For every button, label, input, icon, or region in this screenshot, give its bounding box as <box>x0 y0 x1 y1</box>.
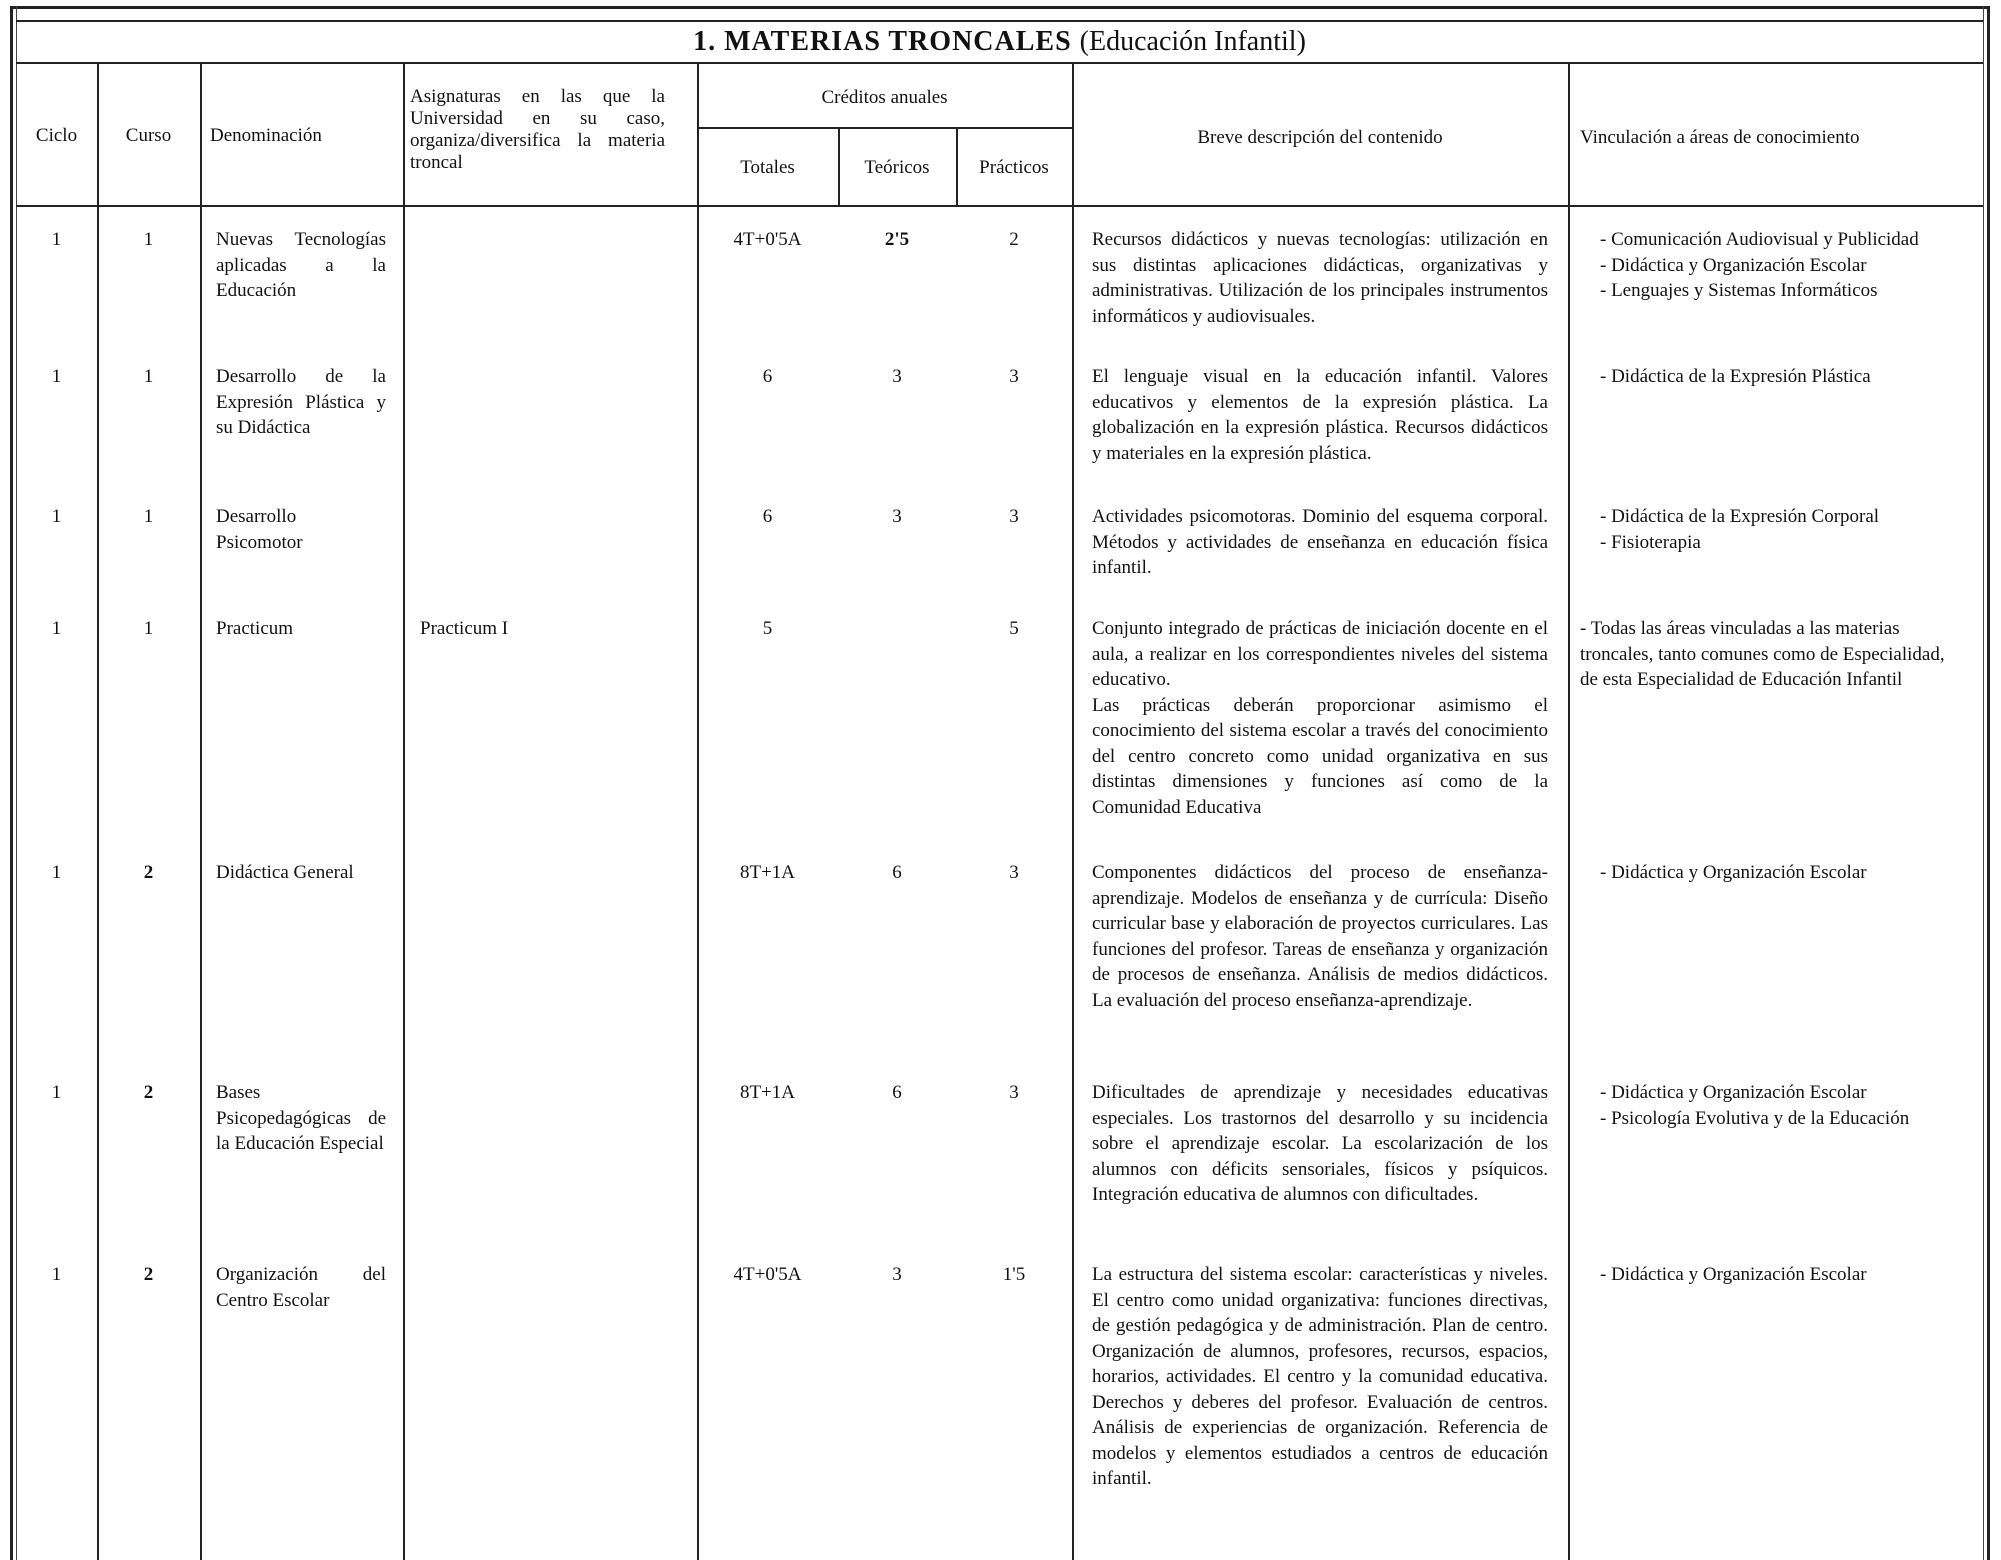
cell-denominacion: Didáctica General <box>216 862 354 883</box>
col-rule-1 <box>97 64 99 1560</box>
cell-denominacion: Practicum <box>216 618 294 639</box>
cell-totales: 8T+1A <box>739 862 796 883</box>
header-vinculacion: Vinculación a áreas de conocimiento <box>1580 127 1860 148</box>
cell-curso: 2 <box>143 1082 154 1103</box>
cell-denominacion: Desarrollo Psicomotor <box>216 506 303 553</box>
vinculacion-item: - Didáctica de la Expresión Corporal <box>1600 506 1880 527</box>
cell-descripcion: El lenguaje visual en la educación infantil. Valores educativos y elementos de la expresión plástica. La globalización en la expresión plástica. Recursos didácticos y materiales en la expresión plástica. <box>1092 366 1548 464</box>
cell-vinculacion <box>1600 227 1980 304</box>
cell-denominacion: Nuevas Tecnologías aplicadas a la Educación <box>216 229 386 301</box>
descripcion-paragraph: Las prácticas deberán proporcionar asimismo el conocimiento del sistema escolar a través del conocimiento del centro concreto como unidad organizativa en sus distintas dimensiones y funciones así como de la Comunidad Educativa <box>1092 694 1548 818</box>
cell-descripcion <box>1092 616 1548 820</box>
col-rule-3 <box>403 64 405 1560</box>
vinculacion-item: - Comunicación Audiovisual y Publicidad <box>1600 229 1919 250</box>
descripcion-paragraph: Conjunto integrado de prácticas de iniciación docente en el aula, a realizar en los correspondientes niveles del sistema educativo. <box>1092 618 1548 690</box>
cell-ciclo: 1 <box>51 229 62 250</box>
cell-vinculacion <box>1600 1262 1980 1288</box>
vinculacion-item: - Didáctica y Organización Escolar <box>1600 1082 1867 1103</box>
vinculacion-item: - Didáctica y Organización Escolar <box>1600 254 1867 276</box>
cell-totales: 4T+0'5A <box>733 1264 802 1285</box>
cell-vinculacion <box>1600 364 1980 390</box>
header-asignaturas: Asignaturas en las que la Universidad en su caso, organiza/diversifica la materia troncal <box>410 86 665 173</box>
col-rule-7 <box>1072 64 1074 1560</box>
cell-ciclo: 1 <box>51 506 62 527</box>
vinculacion-item: - Didáctica y Organización Escolar <box>1600 1264 1867 1285</box>
cell-denominacion: Desarrollo de la Expresión Plástica y su Didáctica <box>216 366 386 438</box>
cell-totales: 5 <box>762 618 773 639</box>
header-practicos: Prácticos <box>979 157 1049 178</box>
col-rule-8 <box>1568 64 1570 1560</box>
header-teoricos: Teóricos <box>864 157 930 178</box>
table-title <box>16 20 1983 64</box>
cell-practicos: 3 <box>1009 1082 1019 1103</box>
cell-teoricos: 2'5 <box>884 229 910 250</box>
frame-inner-right <box>1983 6 1984 1560</box>
cell-ciclo: 1 <box>51 862 62 883</box>
cell-curso: 2 <box>143 1264 154 1285</box>
header-creditos: Créditos anuales <box>821 87 948 108</box>
creditos-sub-rule <box>697 127 1072 129</box>
cell-denominacion: Bases Psicopedagógicas de la Educación Especial <box>216 1082 386 1154</box>
cell-curso: 1 <box>143 229 154 250</box>
cell-vinculacion <box>1580 616 1960 693</box>
cell-teoricos: 6 <box>892 1082 902 1103</box>
vinculacion-item: - Didáctica y Organización Escolar <box>1600 862 1867 883</box>
cell-practicos: 1'5 <box>1002 1264 1026 1285</box>
cell-practicos: 5 <box>1009 618 1019 639</box>
cell-totales: 6 <box>762 506 773 527</box>
cell-vinculacion <box>1600 1080 1980 1131</box>
vinculacion-item: - Fisioterapia <box>1600 531 1701 553</box>
cell-ciclo: 1 <box>51 1082 62 1103</box>
col-rule-2 <box>200 64 202 1560</box>
cell-practicos: 3 <box>1009 862 1019 883</box>
vinculacion-item: - Psicología Evolutiva y de la Educación <box>1600 1107 1910 1129</box>
header-descripcion: Breve descripción del contenido <box>1197 127 1443 148</box>
cell-descripcion: Dificultades de aprendizaje y necesidades educativas especiales. Los trastornos del desarrollo y su incidencia sobre el aprendizaje escolar. La escolarización de los alumnos con déficits sensoriales, físicos y psíquicos. Integración educativa de alumnos con dificultades. <box>1092 1082 1548 1205</box>
cell-curso: 2 <box>143 862 154 883</box>
cell-totales: 8T+1A <box>739 1082 796 1103</box>
cell-practicos: 2 <box>1009 229 1019 250</box>
cell-asignaturas: Practicum I <box>420 618 509 639</box>
cell-curso: 1 <box>143 366 154 387</box>
cell-vinculacion <box>1600 504 1980 555</box>
cell-ciclo: 1 <box>51 366 62 387</box>
cell-descripcion: La estructura del sistema escolar: características y niveles. El centro como unidad organizativa: funciones directivas, de gestión pedagógica y de administración. Plan de centro. Organización de alumnos, profesores, recursos, espacios, horarios, actividades. El centro y la comunidad educativa. Derechos y deberes del profesor. Evaluación de centros. Análisis de experiencias de organización. Referencia de modelos y elementos estudiados a centros de educación infantil. <box>1092 1264 1548 1489</box>
cell-ciclo: 1 <box>51 618 62 639</box>
header-denominacion: Denominación <box>210 125 322 146</box>
cell-teoricos: 6 <box>892 862 902 883</box>
cell-vinculacion <box>1600 860 1980 886</box>
cell-ciclo: 1 <box>51 1264 62 1285</box>
col-rule-4 <box>697 64 699 1560</box>
header-ciclo: Ciclo <box>35 125 78 146</box>
header-totales: Totales <box>740 157 795 178</box>
cell-teoricos: 3 <box>892 506 902 527</box>
cell-curso: 1 <box>143 618 154 639</box>
cell-descripcion: Componentes didácticos del proceso de enseñanza-aprendizaje. Modelos de enseñanza y de currícula: Diseño curricular base y elaboración de proyectos curriculares. Las funciones del profesor. Tareas de enseñanza y organización de procesos de enseñanza. Análisis de medios didácticos. La evaluación del proceso enseñanza-aprendizaje. <box>1092 862 1548 1011</box>
cell-denominacion: Organización del Centro Escolar <box>216 1264 386 1311</box>
vinculacion-item: - Todas las áreas vinculadas a las materias troncales, tanto comunes como de Especialidad, de esta Especialidad de Educación Infantil <box>1580 618 1945 690</box>
cell-descripcion: Actividades psicomotoras. Dominio del esquema corporal. Métodos y actividades de enseñanza en educación física infantil. <box>1092 506 1548 578</box>
cell-practicos: 3 <box>1009 506 1019 527</box>
cell-descripcion: Recursos didácticos y nuevas tecnologías: utilización en sus distintas aplicaciones didácticas, organizativas y administrativas. Utilización de los principales instrumentos informáticos y audiovisuales. <box>1092 229 1548 327</box>
vinculacion-item: - Didáctica de la Expresión Plástica <box>1600 366 1871 387</box>
vinculacion-item: - Lenguajes y Sistemas Informáticos <box>1600 280 1878 301</box>
title-main: 1. MATERIAS TRONCALES <box>693 26 1072 57</box>
cell-practicos: 3 <box>1009 366 1019 387</box>
header-bottom-rule <box>16 205 1983 207</box>
title-sub: (Educación Infantil) <box>1079 26 1306 57</box>
cell-teoricos: 3 <box>892 366 902 387</box>
cell-curso: 1 <box>143 506 154 527</box>
cell-totales: 4T+0'5A <box>733 229 802 250</box>
cell-teoricos: 3 <box>892 1264 902 1285</box>
header-curso: Curso <box>125 125 172 146</box>
cell-totales: 6 <box>762 366 773 387</box>
